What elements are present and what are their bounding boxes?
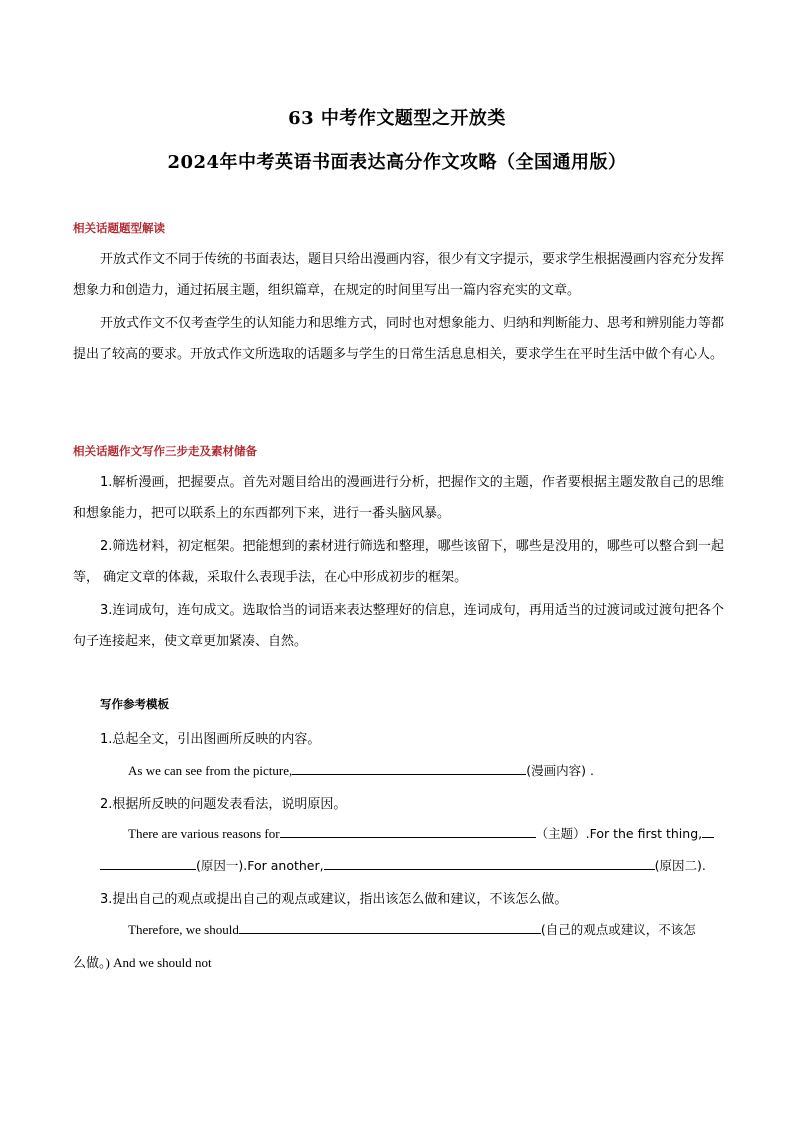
- document-title: 63 中考作文题型之开放类: [288, 108, 506, 129]
- step-2-paragraph: 2.筛选材料，初定框架。把能想到的素材进行筛选和整理，哪些该留下，哪些是没用的，哪些可以整合到一起等， 确定文章的体裁，采取什么表现手法，在心中形成初步的框架。: [73, 539, 724, 585]
- fill-blank-picture-content: [292, 762, 526, 775]
- template-line-1: [128, 761, 594, 779]
- template-line-1-tail: (漫画内容) .: [526, 763, 594, 778]
- template-line-2-text: There are various reasons for: [128, 826, 280, 841]
- template-line-4-tail: (自己的观点或建议，不该怎: [540, 922, 696, 937]
- paragraph-intro-2: 开放式作文不仅考查学生的认知能力和思维方式，同时也对想象能力、归纳和判断能力、思考和辨别能力等都提出了较高的要求。开放式作文所选取的话题多与学生的日常生活息息相关，要求学生在平时生活中做个有心人。: [73, 316, 725, 362]
- document-subtitle: 2024年中考英语书面表达高分作文攻略（全国通用版）: [167, 152, 627, 173]
- fill-blank-first-thing: [702, 825, 714, 838]
- template-line-3-tail-2: (原因二).: [654, 858, 706, 873]
- fill-blank-opinion: [239, 921, 541, 934]
- template-line-1-text: As we can see from the picture,: [128, 763, 293, 778]
- template-item-1: 1.总起全文，引出图画所反映的内容。: [100, 732, 321, 747]
- fill-blank-topic: [280, 825, 536, 838]
- fill-blank-reason-1: [100, 857, 196, 870]
- template-line-4-text: Therefore, we should: [128, 922, 239, 937]
- paragraph-intro-1: 开放式作文不同于传统的书面表达，题目只给出漫画内容，很少有文字提示，要求学生根据漫画内容充分发挥想象力和创造力，通过拓展主题，组织篇章，在规定的时间里写出一篇内容充实的文章。: [73, 252, 725, 298]
- fill-blank-reason-2: [324, 857, 655, 870]
- template-heading: 写作参考模板: [100, 697, 169, 711]
- template-line-5: 么做。) And we should not: [73, 955, 212, 970]
- step-1-paragraph: 1.解析漫画，把握要点。首先对题目给出的漫画进行分析，把握作文的主题，作者要根据主题发散自己的思维和想象能力，把可以联系上的东西都列下来，进行一番头脑风暴。: [73, 475, 724, 521]
- template-line-3-tail-1: (原因一).For another,: [196, 858, 324, 873]
- template-item-2: 2.根据所反映的问题发表看法，说明原因。: [100, 797, 347, 812]
- section-heading-interpretation: 相关话题题型解读: [73, 221, 165, 235]
- step-3-paragraph: 3.连词成句，连句成文。选取恰当的词语来表达整理好的信息，连词成句，再用适当的过渡词或过渡句把各个句子连接起来，使文章更加紧凑、自然。: [73, 603, 724, 649]
- section-heading-three-steps: 相关话题作文写作三步走及素材储备: [73, 444, 257, 458]
- template-item-3: 3.提出自己的观点或提出自己的观点或建议，指出该怎么做和建议，不该怎么做。: [100, 892, 568, 907]
- template-line-3: [100, 856, 706, 874]
- template-line-2: [128, 824, 714, 842]
- template-line-4: [128, 920, 696, 938]
- template-line-2-mid: （主题）.For the first thing,: [535, 826, 703, 841]
